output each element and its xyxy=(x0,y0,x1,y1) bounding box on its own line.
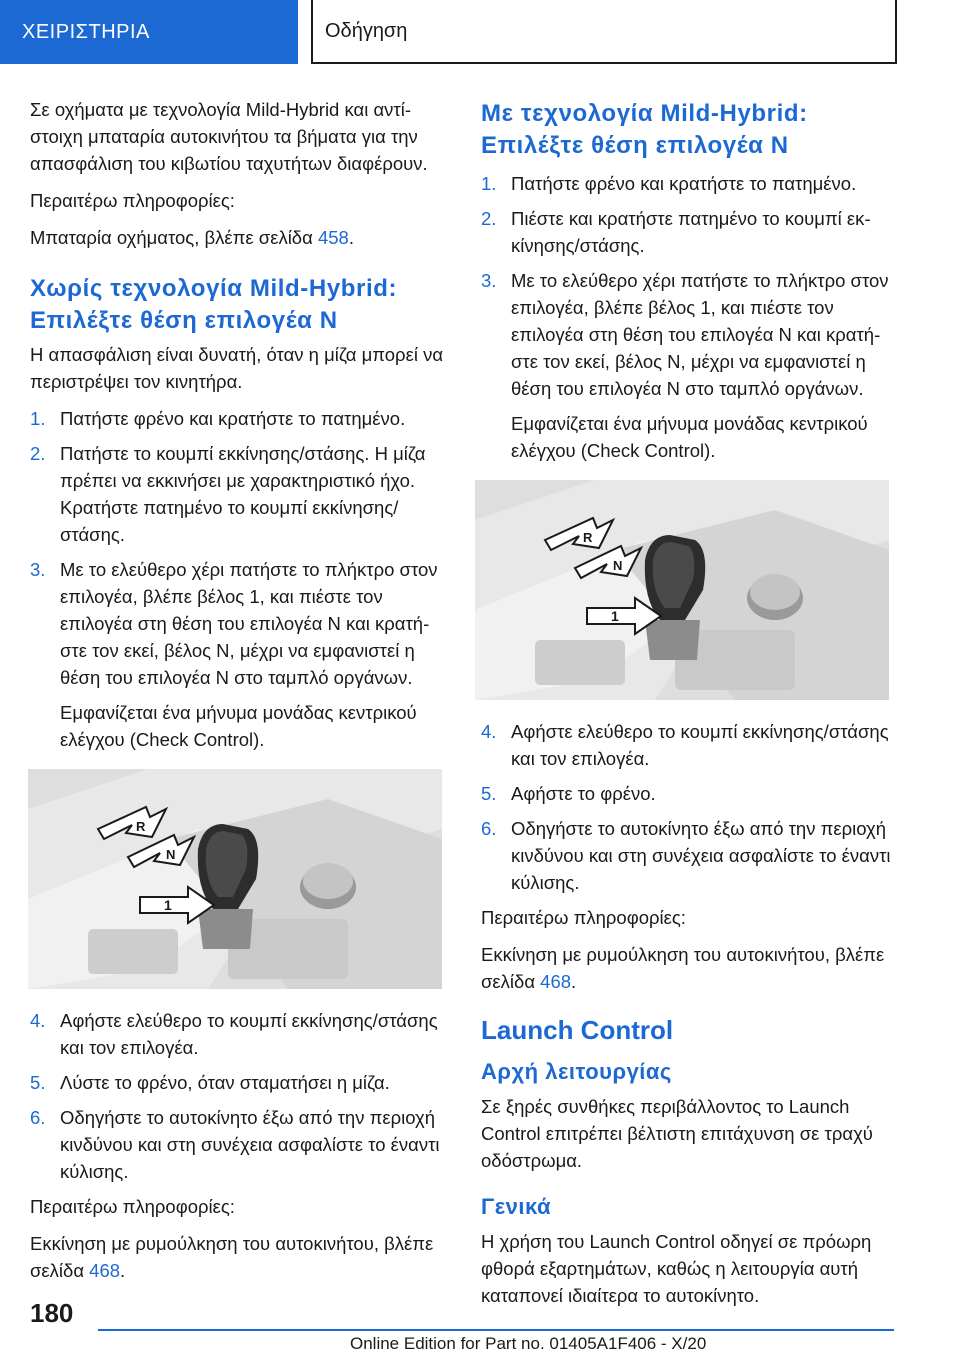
step-number: 4. xyxy=(30,1010,46,1031)
step-text: Αφήστε το φρένο. xyxy=(511,783,656,804)
battery-ref-text: Μπαταρία οχήματος, βλέπε σελίδα xyxy=(30,227,313,248)
steps-list-b-right xyxy=(481,718,901,896)
section-title-text: Οδήγηση xyxy=(325,19,408,42)
steps-list-a xyxy=(30,405,448,753)
label-1: 1 xyxy=(164,897,172,913)
heading-with-mild-hybrid: Με τεχνολογία Mild-Hybrid: Επιλέξτε θέση επιλογέα N xyxy=(481,100,808,159)
left-column xyxy=(30,96,448,1294)
step-number: 1. xyxy=(30,408,46,429)
label-n: N xyxy=(613,558,623,573)
label-r: R xyxy=(583,530,593,545)
step-text: Πατήστε φρένο και κρατήστε το πατημένο. xyxy=(511,173,857,194)
list-item xyxy=(30,1104,448,1185)
more-info-label: Περαιτέρω πληροφορίες: xyxy=(30,1196,235,1217)
step-text: Λύστε το φρένο, όταν σταματήσει η μίζα. xyxy=(60,1072,390,1093)
label-r: R xyxy=(136,819,146,834)
footer-edition: Online Edition for Part no. 01405A1F406 - X/20 xyxy=(350,1334,707,1353)
step-text: Πατήστε το κουμπί εκκίνησης/στάσης. Η μίζα πρέπει να εκκινήσει με χαρακτηριστικό ήχο. Κρατήστε πατημένο το κουμπί εκκίνησης/στάσης. xyxy=(60,443,426,545)
step-text: Με το ελεύθερο χέρι πατήστε το πλήκτρο στον επιλογέα, βλέπε βέλος 1, και πιέστε τον επιλογέα στη θέση του επιλογέα N και κρατήστε τον εκεί, βέλος N, μέχρι να εμφανιστεί η θέση του επιλογέα N στο ταμπλό οργάνων. xyxy=(511,270,889,399)
principle-heading: Αρχή λειτουργίας xyxy=(481,1059,672,1084)
step-number: 5. xyxy=(481,783,497,804)
start-page-link[interactable]: 468 xyxy=(89,1260,121,1281)
start-ref-text: Εκκίνηση με ρυμούλκηση του αυτοκινήτου, βλέπε σελίδα xyxy=(30,1233,434,1281)
steps-list-a-right xyxy=(481,170,901,464)
list-item xyxy=(30,1069,448,1096)
gear-selector-illustration xyxy=(475,480,889,700)
start-page-link[interactable]: 468 xyxy=(540,971,572,992)
label-1: 1 xyxy=(611,608,619,624)
more-info-label: Περαιτέρω πληροφορίες: xyxy=(481,907,686,928)
intro-paragraph: Σε οχήματα με τεχνολογία Mild-Hybrid και αντίστοιχη μπαταρία αυτοκινήτου τα βήματα για την απασφάλιση του κιβωτίου ταχυτήτων διαφέρουν. xyxy=(30,99,428,174)
step-number: 3. xyxy=(481,270,497,291)
step-text: Με το ελεύθερο χέρι πατήστε το πλήκτρο στον επιλογέα, βλέπε βέλος 1, και πιέστε τον επιλογέα στη θέση του επιλογέα N και κρατήστε τον εκεί, βέλος N, μέχρι να εμφανιστεί η θέση του επιλογέα N στο ταμπλό οργάνων. xyxy=(60,559,438,688)
step-text: Αφήστε ελεύθερο το κουμπί εκκίνησης/στάσης και τον επιλογέα. xyxy=(511,721,889,769)
footer-divider xyxy=(98,1329,894,1331)
step-number: 6. xyxy=(30,1107,46,1128)
step-subtext: Εμφανίζεται ένα μήνυμα μονάδας κεντρικού ελέγχου (Check Control). xyxy=(60,702,417,750)
step-number: 4. xyxy=(481,721,497,742)
list-item xyxy=(481,780,901,807)
battery-reference: Μπαταρία οχήματος, βλέπε σελίδα 458. xyxy=(30,227,354,248)
list-item xyxy=(481,718,901,772)
list-item xyxy=(481,205,901,259)
general-heading: Γενικά xyxy=(481,1194,552,1219)
step-text: Πιέστε και κρατήστε πατημένο το κουμπί εκκίνησης/στάσης. xyxy=(511,208,871,256)
step-text: Αφήστε ελεύθερο το κουμπί εκκίνησης/στάσης και τον επιλογέα. xyxy=(60,1010,438,1058)
battery-page-link[interactable]: 458 xyxy=(317,227,349,248)
step-number: 2. xyxy=(481,208,497,229)
start-reference: Εκκίνηση με ρυμούλκηση του αυτοκινήτου, βλέπε σελίδα 468. xyxy=(30,1233,434,1281)
principle-text: Σε ξηρές συνθήκες περιβάλλοντος το Launch Control επιτρέπει βέλτιστη επιτάχυνση σε τραχύ οδόστρωμα. xyxy=(481,1096,873,1171)
gear-selector-illustration xyxy=(28,769,442,989)
start-ref-text: Εκκίνηση με ρυμούλκηση του αυτοκινήτου, βλέπε σελίδα xyxy=(481,944,885,992)
heading-without-mild-hybrid: Χωρίς τεχνολογία Mild-Hybrid: Επιλέξτε θέση επιλογέα N xyxy=(30,275,398,334)
list-item xyxy=(481,815,901,896)
list-item xyxy=(481,170,901,197)
start-reference: Εκκίνηση με ρυμούλκηση του αυτοκινήτου, βλέπε σελίδα 468. xyxy=(481,944,885,992)
step-text: Οδηγήστε το αυτοκίνητο έξω από την περιοχή κινδύνου και στη συνέχεια ασφαλίστε το έναντι κύλισης. xyxy=(511,818,891,893)
step-number: 6. xyxy=(481,818,497,839)
heading-description: Η απασφάλιση είναι δυνατή, όταν η μίζα μπορεί να περιστρέψει τον κινητήρα. xyxy=(30,344,444,392)
step-number: 3. xyxy=(30,559,46,580)
list-item xyxy=(481,267,901,464)
step-number: 1. xyxy=(481,173,497,194)
list-item xyxy=(30,556,448,753)
gear-selector-figure-right xyxy=(475,480,889,700)
label-n: N xyxy=(166,847,176,862)
steps-list-b xyxy=(30,1007,448,1185)
list-item xyxy=(30,1007,448,1061)
more-info-label: Περαιτέρω πληροφορίες: xyxy=(30,190,235,211)
page-number: 180 xyxy=(30,1298,74,1328)
chapter-tab[interactable]: ΧΕΙΡΙΣΤΗΡΙΑ xyxy=(0,0,298,64)
list-item xyxy=(30,405,448,432)
list-item xyxy=(30,440,448,548)
step-number: 2. xyxy=(30,443,46,464)
step-subtext: Εμφανίζεται ένα μήνυμα μονάδας κεντρικού ελέγχου (Check Control). xyxy=(511,413,868,461)
step-text: Οδηγήστε το αυτοκίνητο έξω από την περιοχή κινδύνου και στη συνέχεια ασφαλίστε το έναντι κύλισης. xyxy=(60,1107,440,1182)
section-title xyxy=(311,0,897,64)
gear-selector-figure xyxy=(28,769,442,989)
general-text: Η χρήση του Launch Control οδηγεί σε πρόωρη φθορά εξαρτημάτων, καθώς η λειτουργία αυτή καταπονεί ιδιαίτερα το αυτοκίνητο. xyxy=(481,1231,872,1306)
step-text: Πατήστε φρένο και κρατήστε το πατημένο. xyxy=(60,408,406,429)
step-number: 5. xyxy=(30,1072,46,1093)
launch-control-heading: Launch Control xyxy=(481,1015,674,1045)
right-column xyxy=(481,96,901,1319)
